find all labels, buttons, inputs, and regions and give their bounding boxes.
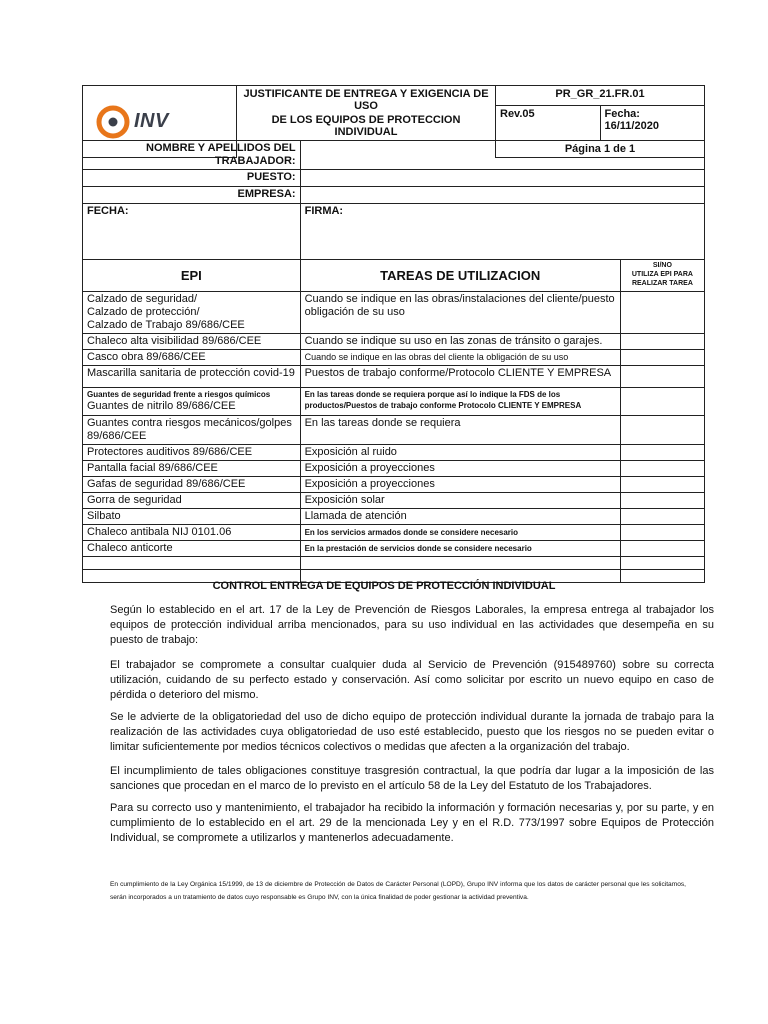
tarea-cell: Cuando se indique en las obras del cliente la obligación de su uso <box>300 350 620 366</box>
date-field[interactable] <box>83 204 301 260</box>
epi-cell <box>83 388 301 416</box>
sino-cell[interactable] <box>620 388 704 416</box>
title-line-2: DE LOS EQUIPOS DE PROTECCION INDIVIDUAL <box>271 114 461 138</box>
tarea-cell: Cuando se indique su uso en las zonas de tránsito o garajes. <box>300 334 620 350</box>
epi-cell: Pantalla facial 89/686/CEE <box>83 461 301 477</box>
epi-cell: Calzado de seguridad/ Calzado de protección/ Calzado de Trabajo 89/686/CEE <box>83 292 301 334</box>
sino-cell[interactable] <box>620 541 704 557</box>
tarea-cell: Llamada de atención <box>300 509 620 525</box>
company-label: EMPRESA: <box>83 187 301 204</box>
tarea-cell[interactable] <box>300 557 620 570</box>
page-number: Página 1 de 1 <box>496 141 705 158</box>
sino-cell[interactable] <box>620 557 704 570</box>
sino-cell[interactable] <box>620 366 704 388</box>
epi-cell: Chaleco antibala NIJ 0101.06 <box>83 525 301 541</box>
tarea-cell: Exposición a proyecciones <box>300 461 620 477</box>
table-row <box>83 292 705 334</box>
header-date-label: Fecha: <box>604 108 640 121</box>
worker-name-label: NOMBRE Y APELLIDOS DEL TRABAJADOR: <box>83 141 301 170</box>
table-row <box>83 350 705 366</box>
signature-field[interactable] <box>300 204 704 260</box>
tarea-cell: Puestos de trabajo conforme/Protocolo CLIENTE Y EMPRESA <box>300 366 620 388</box>
date-label: FECHA: <box>87 205 129 217</box>
tarea-cell: Exposición solar <box>300 493 620 509</box>
col-tareas-header: TAREAS DE UTILIZACION <box>300 260 620 292</box>
sino-cell[interactable] <box>620 477 704 493</box>
epi-cell: Gorra de seguridad <box>83 493 301 509</box>
table-row <box>83 557 705 570</box>
tarea-cell: En las tareas donde se requiera <box>300 416 620 445</box>
paragraph-1: Según lo establecido en el art. 17 de la Ley de Prevención de Riesgos Laborales, la empresa entrega al trabajador los equipos de protección individual arriba mencionados, para su uso individual en las actividades que desempeña en su puesto de trabajo: <box>110 604 714 646</box>
col-sino-header <box>620 260 704 292</box>
epi-cell[interactable] <box>83 557 301 570</box>
epi-cell: Casco obra 89/686/CEE <box>83 350 301 366</box>
epi-cell: Chaleco alta visibilidad 89/686/CEE <box>83 334 301 350</box>
sino-cell[interactable] <box>620 350 704 366</box>
tarea-cell: En la prestación de servicios donde se considere necesario <box>300 541 620 557</box>
col-epi-header: EPI <box>83 260 301 292</box>
sino-cell[interactable] <box>620 525 704 541</box>
table-row <box>83 461 705 477</box>
epi-cell: Protectores auditivos 89/686/CEE <box>83 445 301 461</box>
sino-line-2: UTILIZA EPI PARA <box>631 271 693 278</box>
header-date <box>600 106 705 141</box>
epi-cell: Gafas de seguridad 89/686/CEE <box>83 477 301 493</box>
revision: Rev.05 <box>496 106 601 141</box>
paragraph-4: El incumplimiento de tales obligaciones constituye trasgresión contractual, la que podría dar lugar a la imposición de las sanciones que procedan en el marco de lo previsto en el artículo 58 de la Ley del Estatuto de los Trabajadores. <box>110 765 714 792</box>
paragraph-5: Para su correcto uso y mantenimiento, el trabajador ha recibido la información y formación necesarias y, por su parte, y en cumplimiento de lo establecido en el art. 29 de la mencionada Ley y en el R.D. 773/1997 sobre Equipos de Protección Individual, se compromete a utilizarlos y mantenerlos adecuadamente. <box>110 802 714 844</box>
table-row <box>83 541 705 557</box>
title-line-1: JUSTIFICANTE DE ENTREGA Y EXIGENCIA DE USO <box>243 88 489 112</box>
sino-cell[interactable] <box>620 461 704 477</box>
table-row <box>83 334 705 350</box>
epi-cell: Mascarilla sanitaria de protección covid-19 <box>83 366 301 388</box>
tarea-cell: Exposición a proyecciones <box>300 477 620 493</box>
header-date-value: 16/11/2020 <box>604 120 659 133</box>
paragraph-2: El trabajador se compromete a consultar cualquier duda al Servicio de Prevención (915489760) sobre su correcta utilización, cuidando de su perfecto estado y conservación. Así como solicitar por escrito un nuevo equipo en caso de pérdida o deterioro del mismo. <box>110 659 714 701</box>
sino-line-1: SI/NO <box>652 262 672 269</box>
company-field[interactable] <box>300 187 704 204</box>
epi-form <box>82 140 705 583</box>
epi-cell-main: Guantes de nitrilo 89/686/CEE <box>87 400 236 412</box>
tarea-cell: En las tareas donde se requiera porque así lo indique la FDS de los productos/Puestos de trabajo conforme Protocolo CLIENTE Y EMPRESA <box>300 388 620 416</box>
inv-logo-icon <box>95 104 131 140</box>
sino-cell[interactable] <box>620 509 704 525</box>
document-title <box>237 86 496 141</box>
doc-code: PR_GR_21.FR.01 <box>496 86 705 106</box>
epi-cell-small: Guantes de seguridad frente a riesgos químicos <box>87 390 271 399</box>
table-row <box>83 525 705 541</box>
section-title: CONTROL ENTREGA DE EQUIPOS DE PROTECCIÓN INDIVIDUAL <box>212 580 556 592</box>
table-row <box>83 416 705 445</box>
brand-name: INV <box>134 110 169 132</box>
table-row <box>83 509 705 525</box>
privacy-footnote: En cumplimiento de la Ley Orgánica 15/1999, de 13 de diciembre de Protección de Datos de Carácter Personal (LOPD), Grupo INV informa que los datos de carácter personal que les solicitamos, serán incorporados a un tratamiento de datos cuyo responsable es Grupo INV, con la única finalidad de poder gestionar la actividad preventiva. <box>110 881 686 901</box>
position-field[interactable] <box>300 170 704 187</box>
tarea-cell: Exposición al ruido <box>300 445 620 461</box>
table-row <box>83 366 705 388</box>
epi-cell: Silbato <box>83 509 301 525</box>
sino-line-3: REALIZAR TAREA <box>631 280 693 287</box>
position-label: PUESTO: <box>83 170 301 187</box>
table-row <box>83 445 705 461</box>
signature-label: FIRMA: <box>304 205 344 217</box>
worker-name-field[interactable] <box>300 141 704 170</box>
sino-cell[interactable] <box>620 445 704 461</box>
sino-cell[interactable] <box>620 292 704 334</box>
sino-cell[interactable] <box>620 416 704 445</box>
tarea-cell: Cuando se indique en las obras/instalaciones del cliente/puesto obligación de su uso <box>300 292 620 334</box>
epi-cell: Guantes contra riesgos mecánicos/golpes 89/686/CEE <box>83 416 301 445</box>
table-row <box>83 493 705 509</box>
sino-cell[interactable] <box>620 493 704 509</box>
paragraph-3: Se le advierte de la obligatoriedad del uso de dicho equipo de protección individual durante la jornada de trabajo para la realización de las actividades cuya obligatoriedad de uso esté establecido, puesto que los riesgos no se pueden evitar o limitar suficientemente por medios técnicos colectivos o medidas que afecten a la organización del trabajo. <box>110 711 714 753</box>
sino-cell[interactable] <box>620 334 704 350</box>
table-row <box>83 388 705 416</box>
epi-cell: Chaleco anticorte <box>83 541 301 557</box>
tarea-cell: En los servicios armados donde se considere necesario <box>300 525 620 541</box>
table-row <box>83 477 705 493</box>
